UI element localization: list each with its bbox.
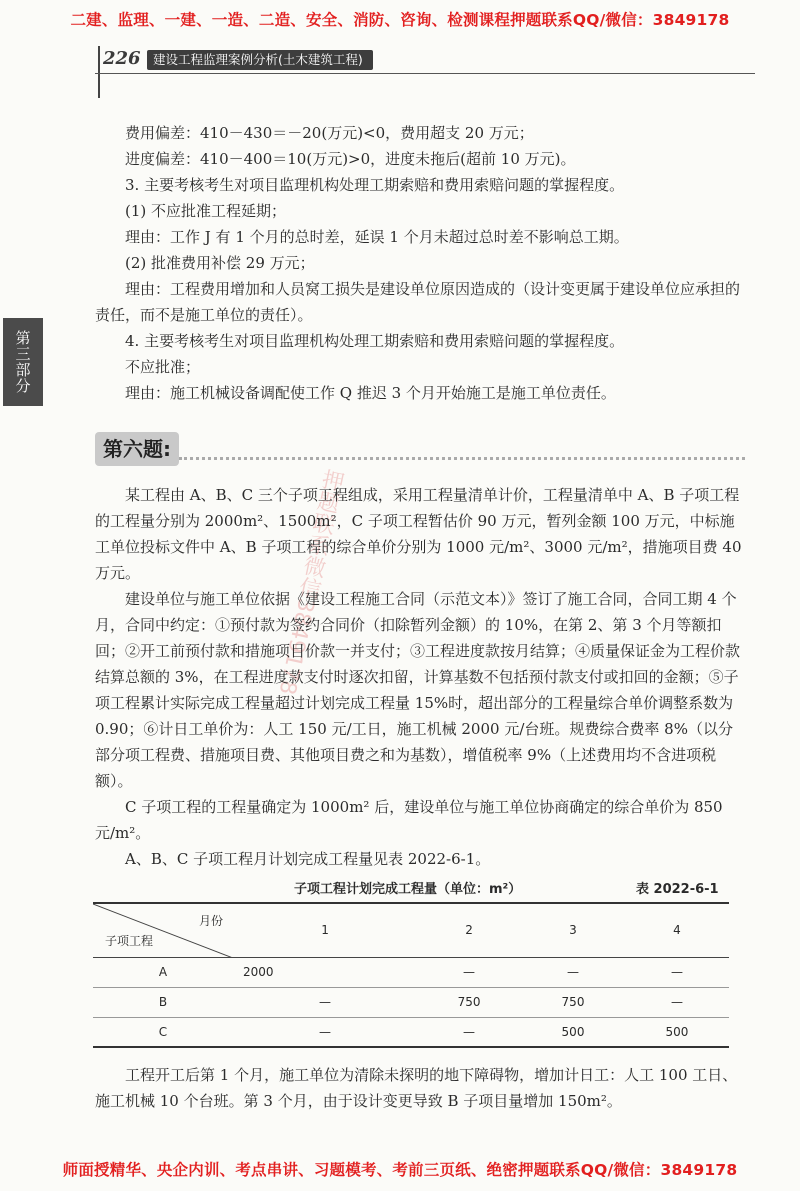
answer-3-intro: 3. 主要考核考生对项目监理机构处理工期索赔和费用索赔问题的掌握程度。 (125, 176, 625, 194)
section-title: 第六题: (95, 432, 179, 466)
section-dotted-rule (179, 457, 745, 460)
corner-label-item: 子项工程 (105, 933, 154, 948)
answer-4-reason: 理由：施工机械设备调配使工作 Q 推迟 3 个月开始施工是施工单位责任。 (125, 384, 616, 402)
row-name: B (158, 995, 168, 1009)
header-rule (95, 73, 755, 74)
table-cell: 750 (561, 995, 585, 1009)
page-header (95, 46, 755, 76)
book-title: 建设工程监理案例分析(土木建筑工程) (147, 50, 373, 70)
table-cell: — (319, 995, 332, 1009)
table-corner-cell (93, 903, 233, 957)
table-cell: — (567, 965, 579, 979)
row-name: C (158, 1024, 168, 1039)
question-paragraph: 某工程由 A、B、C 三个子项工程组成，采用工程量清单计价，工程量清单中 A、B 子项工程的工程量分别为 2000m²、1500m²，C 子项工程暂估价 90 万元，暂列金额 100 万元，中标施工单位投标文件中 A、B 子项工程的综合单价分别为 1000 元/m²、3000 元/m²，措施项目费 40 万元。 (95, 486, 742, 582)
table-number: 表 2022-6-1 (636, 882, 719, 897)
answer-3-1: (1) 不应批准工程延期； (125, 202, 287, 220)
table-cell: 2000 (243, 965, 274, 979)
page-number: 226 (103, 48, 141, 69)
part-side-tab: 第三部分 (3, 318, 43, 406)
table-row (93, 957, 729, 987)
month-header: 4 (673, 923, 681, 938)
answer-3-1-reason: 理由：工作 J 有 1 个月的总时差，延误 1 个月未超过总时差不影响总工期。 (125, 228, 629, 246)
table-header-row (93, 903, 729, 957)
table-row (93, 1017, 729, 1047)
table-cell: — (670, 965, 683, 979)
advert-banner-bottom: 师面授精华、央企内训、考点串讲、习题模考、考前三页纸、绝密押题联系QQ/微信：3849178 (62, 1161, 738, 1179)
month-header: 3 (569, 923, 577, 938)
corner-label-month: 月份 (198, 914, 223, 928)
question-paragraph: C 子项工程的工程量确定为 1000m² 后，建设单位与施工单位协商确定的综合单价为 850 元/m²。 (95, 798, 723, 842)
section-heading (95, 432, 745, 472)
table-cell: — (463, 965, 476, 979)
table-caption: 子项工程计划完成工程量（单位：m²） (294, 882, 522, 897)
table-cell: — (319, 1024, 332, 1039)
table-cell: — (670, 995, 683, 1009)
table-cell: 500 (561, 1024, 585, 1039)
answer-cost-deviation: 费用偏差：410－430＝－20(万元)<0，费用超支 20 万元； (125, 124, 534, 142)
question-paragraph: 建设单位与施工单位依据《建设工程施工合同（示范文本）》签订了施工合同，合同工期 4 个月，合同中约定：①预付款为签约合同价（扣除暂列金额）的 10%，在第 2、第 3 个月等额扣回；②开工前预付款和措施项目价款一并支付；③工程进度款按月结算；④质量保证金为工程价款结算总额的 3%，在工程进度款支付时逐次扣留，计算基数不包括预付款支付或扣回的金额；⑤子项工程累计实际完成工程量超过计划完成工程量 15%时，超出部分的工程量综合单价调整系数为 0.90；⑥计日工单价为：人工 150 元/工日，施工机械 2000 元/台班。规费综合费率 8%（以分部分项工程费、措施项目费、其他项目费之和为基数），增值税率 9%（上述费用均不含进项税额）。 (95, 590, 741, 790)
watermark: 押题联系微信3849178 (273, 466, 346, 697)
table-cell: 500 (665, 1024, 689, 1039)
row-name: A (158, 965, 168, 979)
closing-paragraph: 工程开工后第 1 个月，施工单位为清除未探明的地下障碍物，增加计日工：人工 100 工日、施工机械 10 个台班。第 3 个月，由于设计变更导致 B 子项目量增加 150m²。 (95, 1066, 738, 1110)
question-paragraph: A、B、C 子项工程月计划完成工程量见表 2022-6-1。 (125, 850, 491, 868)
header-vertical-rule (98, 46, 100, 98)
month-header: 1 (321, 923, 329, 938)
table-cell: — (463, 1024, 476, 1039)
answer-3-2-reason: 理由：工程费用增加和人员窝工损失是建设单位原因造成的（设计变更属于建设单位应承担的责任，而不是施工单位的责任）。 (95, 280, 741, 324)
schedule-table (93, 902, 729, 1048)
answer-4-intro: 4. 主要考核考生对项目监理机构处理工期索赔和费用索赔问题的掌握程度。 (125, 332, 625, 350)
answer-4-decision: 不应批准； (125, 358, 201, 376)
table-cell: 750 (457, 995, 481, 1009)
answer-3-2: (2) 批准费用补偿 29 万元； (125, 254, 315, 272)
answer-schedule-deviation: 进度偏差：410－400＝10(万元)>0，进度未拖后(超前 10 万元)。 (125, 150, 576, 168)
table-row (93, 987, 729, 1017)
advert-banner-top: 二建、监理、一建、一造、二造、安全、消防、咨询、检测课程押题联系QQ/微信：3849178 (70, 11, 730, 29)
month-header: 2 (465, 923, 473, 938)
